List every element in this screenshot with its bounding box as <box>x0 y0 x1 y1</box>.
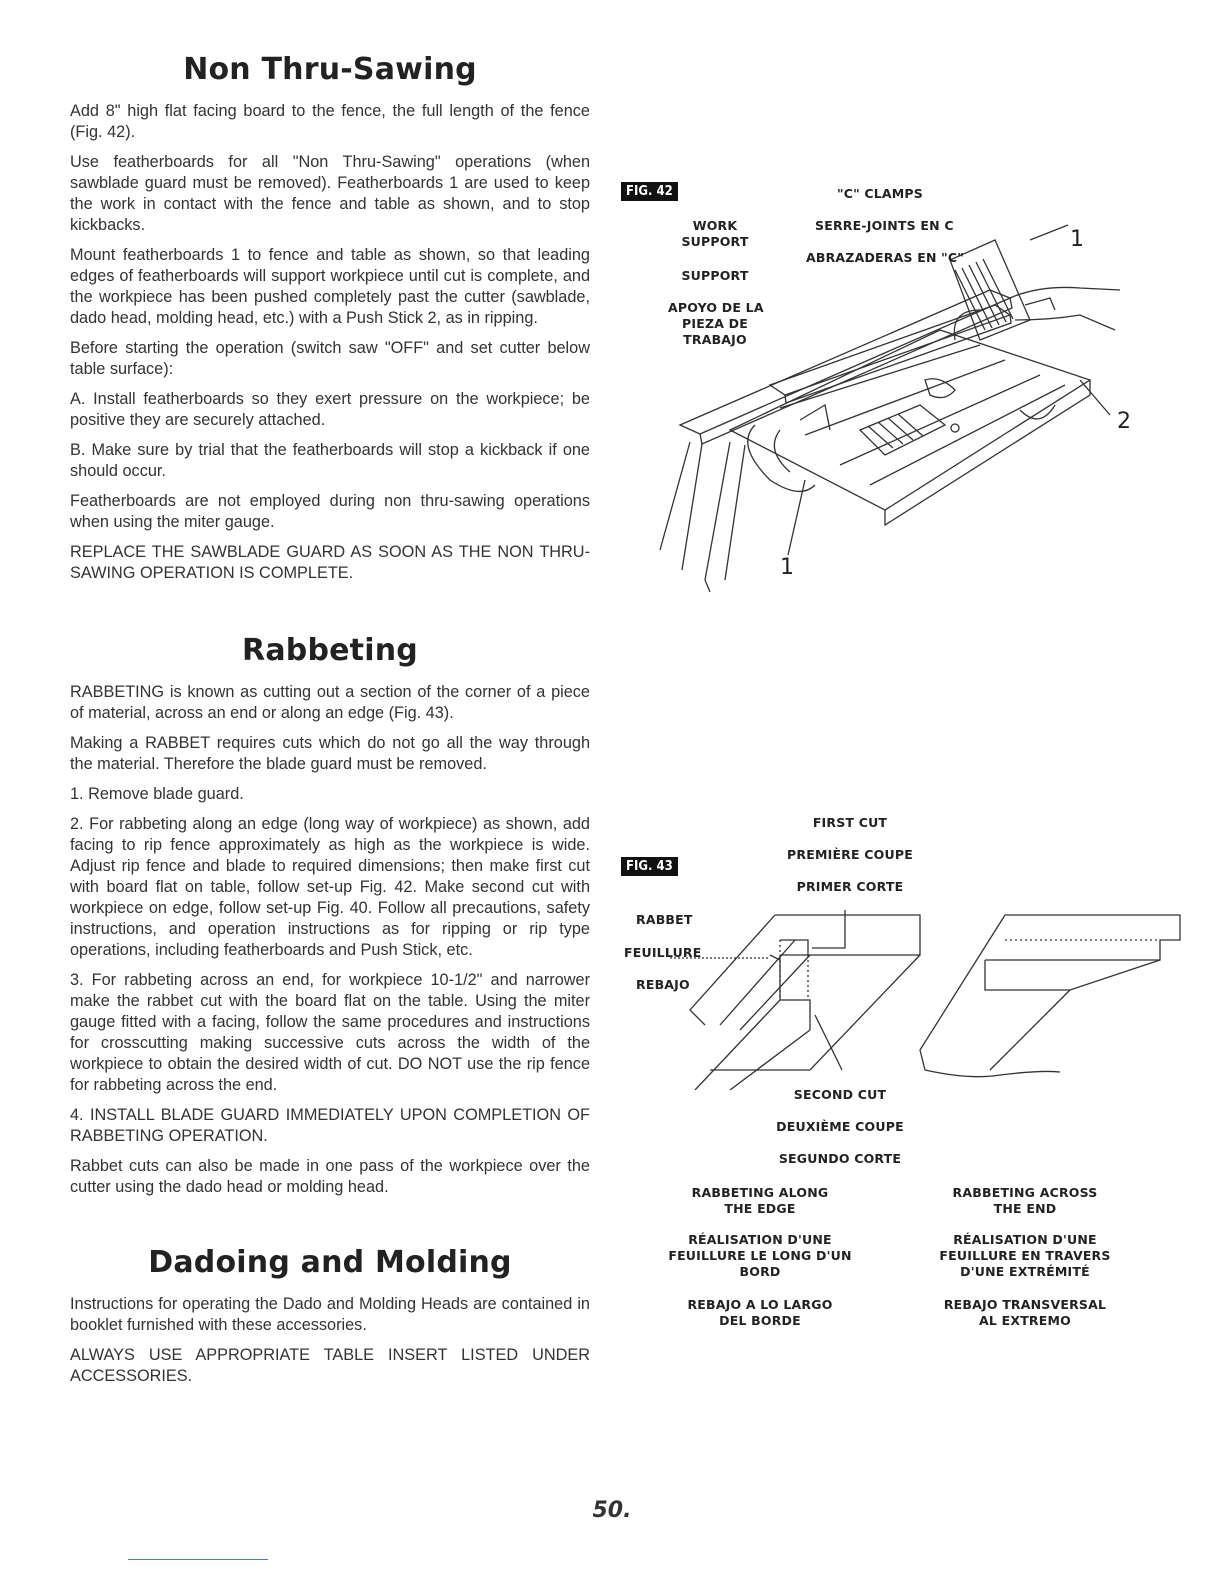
fig42-clamps-label-fr: SERRE-JOINTS EN C <box>815 218 954 233</box>
fig43-illustration <box>620 900 1190 1090</box>
paragraph: Before starting the operation (switch saw "OFF" and set cutter below table surface): <box>70 339 590 378</box>
fig43-tag: FIG. 43 <box>621 857 678 876</box>
paragraph: 2. For rabbeting along an edge (long way of workpiece) as shown, add facing to rip fence approximately as high as the workpiece is wide. Adjust rip fence and blade to required dimensions; then make first cut with board flat on table, follow set-up Fig. 42. Make second cut with workpiece on edge, follow set-up Fig. 40. Follow all precautions, safety instructions, and operation instructions as for ripping or rip type operations, including featherboards and Push Stick, etc. <box>70 815 590 959</box>
paragraph: Mount featherboards 1 to fence and table as shown, so that leading edges of featherboards will support workpiece until cut is complete, and the workpiece has been pushed completely past the cutter (sawblade, dado head, molding head, etc.) with a Push Stick 2, as in ripping. <box>70 246 590 327</box>
paragraph: RABBETING is known as cutting out a section of the corner of a piece of material, across an end or along an edge (Fig. 43). <box>70 683 590 722</box>
section-title-rabbeting: Rabbeting <box>242 633 418 668</box>
fig43-rabbet-label: RABBET <box>636 912 693 927</box>
fig42-work-support-label-es: APOYO DE LA PIEZA DE TRABAJO <box>668 300 764 347</box>
fig43-across-end-caption: RABBETING ACROSS THE END <box>952 1185 1098 1216</box>
fig43-first-cut-label-fr: PREMIÈRE COUPE <box>787 847 913 862</box>
paragraph: Making a RABBET requires cuts which do not go all the way through the material. Therefore the blade guard must be removed. <box>70 734 590 773</box>
fig43-second-cut-label: SECOND CUT <box>793 1087 887 1102</box>
fig43-along-edge-caption-es: REBAJO A LO LARGO DEL BORDE <box>687 1297 833 1328</box>
footer-rule <box>128 1559 268 1560</box>
fig42-callout-push-stick: 2 <box>1117 409 1131 434</box>
fig42-work-support-label: WORK SUPPORT <box>681 218 749 249</box>
fig42-tag: FIG. 42 <box>621 182 678 201</box>
paragraph: Featherboards are not employed during non thru-sawing operations when using the miter gauge. <box>70 492 590 531</box>
paragraph: 1. Remove blade guard. <box>70 785 244 803</box>
paragraph: Use featherboards for all "Non Thru-Sawing" operations (when sawblade guard must be removed). Featherboards 1 are used to keep the work in contact with the fence and table as shown, and to stop kickbacks. <box>70 153 590 234</box>
fig42-clamps-label: "C" CLAMPS <box>837 186 923 201</box>
fig42-clamps-label-es: ABRAZADERAS EN "C" <box>806 250 964 265</box>
page-number: 50. <box>592 1498 632 1523</box>
fig43-rabbet-label-es: REBAJO <box>636 977 690 992</box>
fig43-second-cut-label-es: SEGUNDO CORTE <box>778 1151 902 1166</box>
fig43-first-cut-label: FIRST CUT <box>812 815 888 830</box>
fig43-rabbet-label-fr: FEUILLURE <box>624 945 702 960</box>
fig42-work-support-label-fr: SUPPORT <box>681 268 749 283</box>
fig42-callout-featherboard: 1 <box>1070 227 1084 252</box>
paragraph: Add 8" high flat facing board to the fence, the full length of the fence (Fig. 42). <box>70 102 590 141</box>
text-column <box>70 52 590 1396</box>
fig43-along-edge-caption: RABBETING ALONG THE EDGE <box>691 1185 829 1216</box>
warning-paragraph: ALWAYS USE APPROPRIATE TABLE INSERT LISTED UNDER ACCESSORIES. <box>70 1346 590 1385</box>
fig43-across-end-caption-fr: RÉALISATION D'UNE FEUILLURE EN TRAVERS D'UNE EXTRÉMITÉ <box>939 1232 1111 1279</box>
section-title-dadoing: Dadoing and Molding <box>148 1245 512 1280</box>
paragraph: A. Install featherboards so they exert pressure on the workpiece; be positive they are securely attached. <box>70 390 590 429</box>
fig43-across-end-caption-es: REBAJO TRANSVERSAL AL EXTREMO <box>943 1297 1107 1328</box>
section-title-non-thru-sawing: Non Thru-Sawing <box>183 52 477 87</box>
paragraph: 3. For rabbeting across an end, for workpiece 10-1/2" and narrower make the rabbet cut with the board flat on the table. Using the miter gauge fitted with a facing, follow the same procedures and instructions for crosscutting making successive cuts across the width of the workpiece to obtain the desired width of cut. DO NOT use the rip fence for rabbeting across the end. <box>70 971 590 1094</box>
paragraph: Rabbet cuts can also be made in one pass of the workpiece over the cutter using the dado head or molding head. <box>70 1157 590 1196</box>
paragraph: B. Make sure by trial that the featherboards will stop a kickback if one should occur. <box>70 441 590 480</box>
paragraph: Instructions for operating the Dado and Molding Heads are contained in booklet furnished with these accessories. <box>70 1295 590 1334</box>
fig42-callout-featherboard-table: 1 <box>780 555 794 580</box>
fig43-second-cut-label-fr: DEUXIÈME COUPE <box>776 1119 904 1134</box>
warning-paragraph: REPLACE THE SAWBLADE GUARD AS SOON AS THE NON THRU-SAWING OPERATION IS COMPLETE. <box>70 543 590 582</box>
fig43-along-edge-caption-fr: RÉALISATION D'UNE FEUILLURE LE LONG D'UN BORD <box>668 1232 852 1279</box>
fig43-first-cut-label-es: PRIMER CORTE <box>796 879 904 894</box>
warning-paragraph: 4. INSTALL BLADE GUARD IMMEDIATELY UPON COMPLETION OF RABBETING OPERATION. <box>70 1106 590 1145</box>
